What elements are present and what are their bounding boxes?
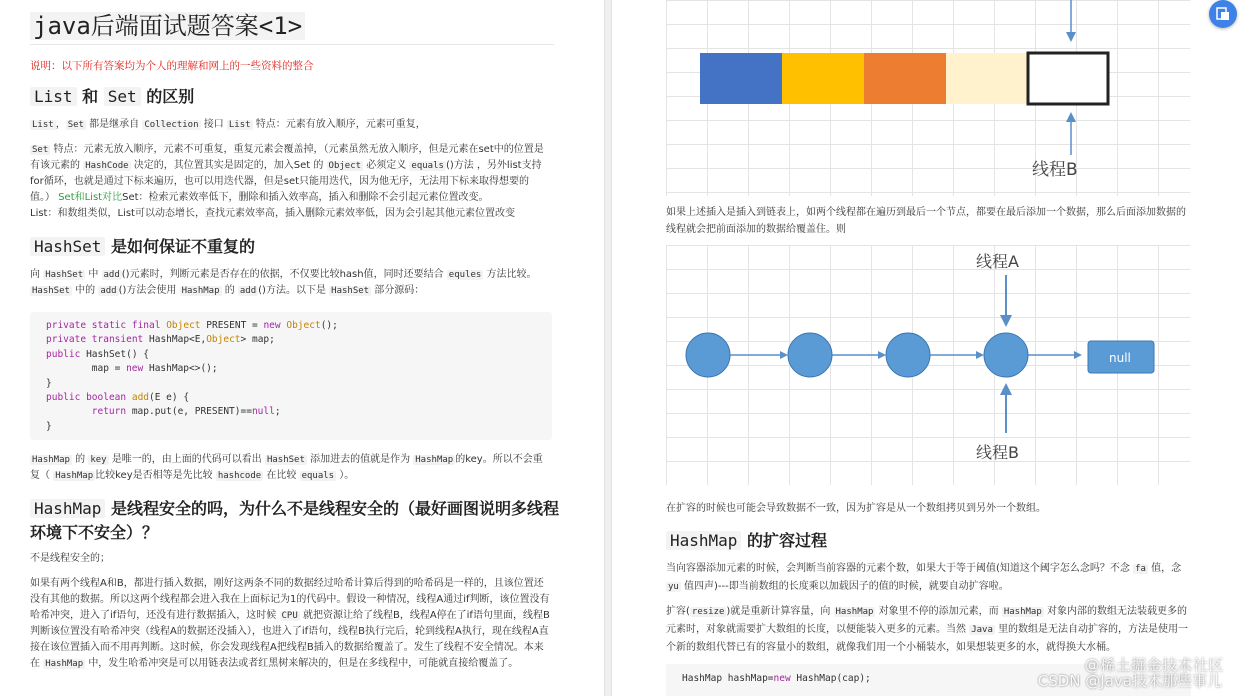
heading-hashmap-resize: HashMap 的扩容过程 xyxy=(666,528,827,551)
paragraph-linked-list-overwrite: 如果上述插入是插入到链表上，如两个线程都在遍历到最后一个节点，都要在最后添加一个数据，那么后面添加数据的线程就会把前面添加的数据给覆盖住。则 xyxy=(666,207,1186,235)
resize-code-snippet: HashMap hashMap=new HashMap(cap); xyxy=(666,664,1191,696)
link-arrowhead-1 xyxy=(780,351,788,359)
array-cell-5 xyxy=(1028,53,1108,104)
paragraph-resize-inconsistency: 在扩容的时候也可能会导致数据不一致，因为扩容是从一个数组拷贝到另外一个数组。 xyxy=(666,503,1046,514)
thread-b-arrowhead xyxy=(1066,112,1076,122)
link-arrowhead-2 xyxy=(878,351,886,359)
paragraph-list-set-intro: List ， Set 都是继承自 Collection 接口 List 特点：元素有放入顺序，元素可重复， xyxy=(32,119,426,130)
array-cell-1 xyxy=(700,53,782,104)
page-gutter xyxy=(604,0,612,696)
floating-tool-button[interactable] xyxy=(1209,0,1237,28)
thread-b-label: 线程B xyxy=(1032,160,1078,180)
heading-hashset-no-duplicates: HashSet 是如何保证不重复的 xyxy=(30,234,255,257)
title-divider xyxy=(30,44,554,45)
disclaimer-note: 说明：以下所有答案均为个人的理解和网上的一些资料的整合 xyxy=(30,60,314,72)
watermark-juejin: @稀土掘金技术社区 xyxy=(1084,656,1224,674)
null-label: null xyxy=(1109,351,1131,365)
paragraph-resize-explanation: 扩容( resize )就是重新计算容量，向 HashMap 对象里不停的添加元素，而 HashMap 对象内部的数组无法装载更多的元素时，对象就需要扩大数组的长度，以便能装入更多的元素。当然 Java 里的数组是无法自动扩容的，方法是使用一个新的数组代替已有的容量小的数组，就像我们用一个小桶装水，如果想装更多的水，就得换大水桶。 xyxy=(666,606,1189,653)
array-cell-4 xyxy=(946,53,1028,104)
array-insert-diagram xyxy=(666,0,1190,196)
right-page xyxy=(612,0,1240,696)
array-insert-figure xyxy=(666,0,1190,196)
paragraph-hashmap-key: HashMap 的 key 是唯一的，由上面的代码可以看出 HashSet 添加进去的值就是作为 HashMap 的key。所以不会重复（ HashMap 比较key是否相等是先比较 hashcode 在比较 equals ）。 xyxy=(30,454,543,481)
heading-hashmap-thread-safety: HashMap 是线程安全的吗，为什么不是线程安全的（最好画图说明多线程环境下不安全）？ xyxy=(30,499,560,542)
thread-a-arrowhead xyxy=(1066,32,1076,42)
thread-b-up-arrowhead xyxy=(1000,383,1012,395)
document-tool-icon xyxy=(1215,6,1231,22)
thread-a-down-arrowhead xyxy=(1000,315,1012,327)
thread-b-label-2: 线程B xyxy=(976,443,1019,462)
paragraph-hashset-add: 向 HashSet 中 add ()元素时，判断元素是否存在的依据，不仅要比较hash值，同时还要结合 equles 方法比较。 HashSet 中的 add ()方法会使用 HashMap 的 add ()方法。以下是 HashSet 部分源码： xyxy=(30,269,537,296)
hashset-source-code: private static final Object PRESENT = new Object(); private transient HashMap<E,Object> map; public HashSet() { map = new HashMap<>(); } public boolean add(E e) { return map.put(e, PRESENT)==null; } xyxy=(30,312,552,440)
list-node-1 xyxy=(686,333,730,377)
paragraph-thread-race-explanation: 如果有两个线程A和B，都进行插入数据，刚好这两条不同的数据经过哈希计算后得到的哈希码是一样的，且该位置还没有其他的数据。所以这两个线程都会进入我在上面标记为1的代码中。假设一种情况，线程A通过if判断，该位置没有哈希冲突，进入了if语句，还没有进行数据插入，这时候 CPU 就把资源让给了线程B，线程A停在了if语句里面，线程B判断该位置没有哈希冲突（线程A的数据还没插入），也进入了if语句，线程B执行完后，轮到线程A执行，现在线程A直接在该位置插入而不用再判断。这时候，你会发现线程A把线程B插入的数据给覆盖了。发生了线程不安全情况。本来在 HashMap 中，发生哈希冲突是可以用链表法或者红黑树来解决的，但是在多线程中，可能就直接给覆盖了。 xyxy=(30,578,550,669)
paragraph-not-thread-safe: 不是线程安全的； xyxy=(30,553,110,564)
paragraph-threshold: 当向容器添加元素的时候，会判断当前容器的元素个数，如果大于等于阈值(知道这个阈字怎么念吗？不念 fa 值，念 yu 值四声)---即当前数组的长度乘以加载因子的值的时候，就要自动扩容啦。 xyxy=(666,563,1182,592)
linked-list-diagram xyxy=(666,245,1190,485)
watermark-csdn: CSDN @Java技术那些事儿 xyxy=(1037,672,1222,690)
list-node-4 xyxy=(984,333,1028,377)
array-cell-3 xyxy=(864,53,946,104)
linked-list-figure xyxy=(666,245,1190,485)
list-node-2 xyxy=(788,333,832,377)
left-page xyxy=(0,0,604,696)
link-arrowhead-3 xyxy=(976,351,984,359)
paragraph-set-features: Set 特点：元素无放入顺序，元素不可重复，重复元素会覆盖掉，（元素虽然无放入顺序，但是元素在set中的位置是有该元素的 HashCode 决定的，其位置其实是固定的，加入Set 的 Object 必须定义 equals ()方法 ，另外list支持for循环，也就是通过下标来遍历，也可以用迭代器，但是set只能用迭代，因为他无序，无法用下标来取得想要的值。） Set和List对比Set：检索元素效率低下，删除和插入效率高，插入和删除不会引起元素位置改变。 List：和数组类似，List可以动态增长，查找元素效率高，插入删除元素效率低，因为会引起其他元素位置改变 xyxy=(30,144,544,219)
heading-list-vs-set: List 和 Set 的区别 xyxy=(30,84,194,107)
document-title: java后端面试题答案<1> xyxy=(30,6,305,41)
list-node-3 xyxy=(886,333,930,377)
thread-a-label: 线程A xyxy=(976,252,1019,271)
link-arrowhead-4 xyxy=(1074,351,1082,359)
array-cell-2 xyxy=(782,53,864,104)
